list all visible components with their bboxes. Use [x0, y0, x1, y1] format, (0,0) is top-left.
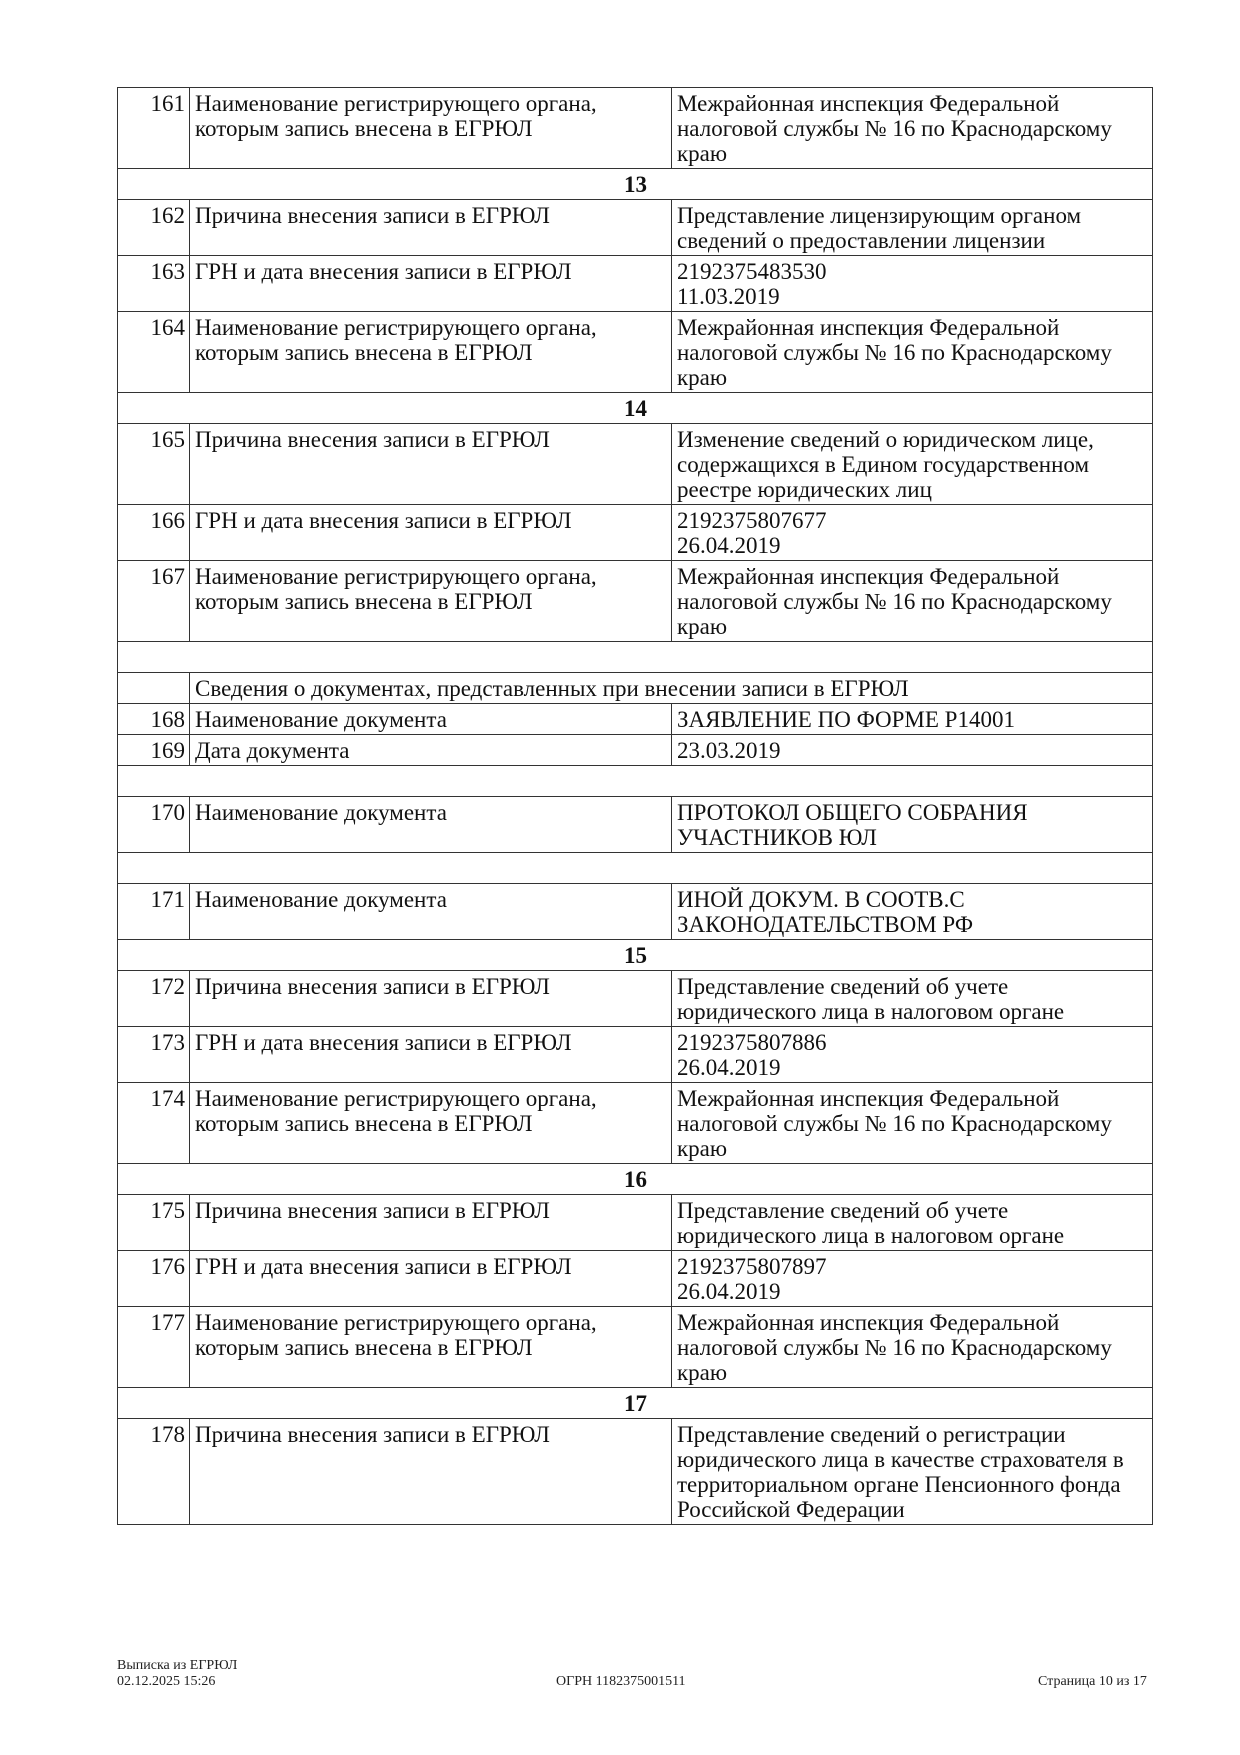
row-label: Дата документа — [190, 735, 672, 766]
row-label: Наименование регистрирующего органа, которым запись внесена в ЕГРЮЛ — [190, 1083, 672, 1164]
row-number: 169 — [118, 735, 190, 766]
row-label: ГРН и дата внесения записи в ЕГРЮЛ — [190, 1027, 672, 1083]
table-row — [118, 1195, 1153, 1251]
row-number: 161 — [118, 88, 190, 169]
title-row-empty-cell — [118, 673, 190, 704]
table-row — [118, 1027, 1153, 1083]
table-row — [118, 561, 1153, 642]
row-value: 2192375807677 26.04.2019 — [672, 505, 1153, 561]
row-number: 168 — [118, 704, 190, 735]
row-number: 171 — [118, 884, 190, 940]
table-row — [118, 424, 1153, 505]
section-number: 13 — [118, 169, 1153, 200]
row-value: Представление сведений об учете юридического лица в налоговом органе — [672, 1195, 1153, 1251]
table-row — [118, 735, 1153, 766]
table-row — [118, 505, 1153, 561]
blank-row — [118, 853, 1153, 884]
table-row — [118, 704, 1153, 735]
row-number: 165 — [118, 424, 190, 505]
row-value: 2192375807897 26.04.2019 — [672, 1251, 1153, 1307]
row-value: ИНОЙ ДОКУМ. В СООТВ.С ЗАКОНОДАТЕЛЬСТВОМ РФ — [672, 884, 1153, 940]
row-number: 173 — [118, 1027, 190, 1083]
row-number: 174 — [118, 1083, 190, 1164]
blank-cell — [118, 853, 1153, 884]
section-row — [118, 1164, 1153, 1195]
table-row — [118, 1083, 1153, 1164]
table-row — [118, 1251, 1153, 1307]
egrul-extract-table — [117, 87, 1153, 1525]
row-value: Изменение сведений о юридическом лице, содержащихся в Едином государственном реестре юридических лиц — [672, 424, 1153, 505]
table-row — [118, 797, 1153, 853]
row-label: ГРН и дата внесения записи в ЕГРЮЛ — [190, 1251, 672, 1307]
section-row — [118, 169, 1153, 200]
footer-datetime: 02.12.2025 15:26 — [117, 1674, 216, 1689]
row-value: ПРОТОКОЛ ОБЩЕГО СОБРАНИЯ УЧАСТНИКОВ ЮЛ — [672, 797, 1153, 853]
section-number: 16 — [118, 1164, 1153, 1195]
row-number: 170 — [118, 797, 190, 853]
row-number: 178 — [118, 1419, 190, 1525]
row-value: 2192375483530 11.03.2019 — [672, 256, 1153, 312]
row-value: Представление сведений об учете юридического лица в налоговом органе — [672, 971, 1153, 1027]
row-number: 167 — [118, 561, 190, 642]
row-label: Наименование регистрирующего органа, которым запись внесена в ЕГРЮЛ — [190, 88, 672, 169]
table-row — [118, 1307, 1153, 1388]
row-number: 176 — [118, 1251, 190, 1307]
table-row — [118, 88, 1153, 169]
footer-ogrn: ОГРН 1182375001511 — [556, 1674, 686, 1689]
title-row — [118, 673, 1153, 704]
row-number: 162 — [118, 200, 190, 256]
row-value: Межрайонная инспекция Федеральной налоговой службы № 16 по Краснодарскому краю — [672, 88, 1153, 169]
row-label: ГРН и дата внесения записи в ЕГРЮЛ — [190, 256, 672, 312]
row-number: 172 — [118, 971, 190, 1027]
section-number: 15 — [118, 940, 1153, 971]
row-label: Причина внесения записи в ЕГРЮЛ — [190, 200, 672, 256]
table-row — [118, 1419, 1153, 1525]
row-label: Наименование регистрирующего органа, которым запись внесена в ЕГРЮЛ — [190, 561, 672, 642]
table-row — [118, 200, 1153, 256]
row-label: Причина внесения записи в ЕГРЮЛ — [190, 1195, 672, 1251]
row-label: Наименование регистрирующего органа, которым запись внесена в ЕГРЮЛ — [190, 1307, 672, 1388]
blank-cell — [118, 642, 1153, 673]
section-row — [118, 1388, 1153, 1419]
section-row — [118, 393, 1153, 424]
row-value: Представление сведений о регистрации юридического лица в качестве страхователя в территориальном органе Пенсионного фонда Российской Федерации — [672, 1419, 1153, 1525]
blank-row — [118, 642, 1153, 673]
table-row — [118, 312, 1153, 393]
row-number: 175 — [118, 1195, 190, 1251]
section-number: 14 — [118, 393, 1153, 424]
row-label: Наименование регистрирующего органа, которым запись внесена в ЕГРЮЛ — [190, 312, 672, 393]
row-label: Наименование документа — [190, 797, 672, 853]
row-value: ЗАЯВЛЕНИЕ ПО ФОРМЕ Р14001 — [672, 704, 1153, 735]
table-row — [118, 884, 1153, 940]
footer-doc-title: Выписка из ЕГРЮЛ — [117, 1658, 238, 1673]
row-label: Наименование документа — [190, 704, 672, 735]
footer-page-number: Страница 10 из 17 — [1038, 1674, 1147, 1689]
table-row — [118, 971, 1153, 1027]
row-number: 163 — [118, 256, 190, 312]
row-label: ГРН и дата внесения записи в ЕГРЮЛ — [190, 505, 672, 561]
row-number: 166 — [118, 505, 190, 561]
row-label: Причина внесения записи в ЕГРЮЛ — [190, 1419, 672, 1525]
table-body — [118, 88, 1153, 1525]
row-label: Причина внесения записи в ЕГРЮЛ — [190, 424, 672, 505]
section-row — [118, 940, 1153, 971]
blank-row — [118, 766, 1153, 797]
table-row — [118, 256, 1153, 312]
section-number: 17 — [118, 1388, 1153, 1419]
row-value: Межрайонная инспекция Федеральной налоговой службы № 16 по Краснодарскому краю — [672, 1083, 1153, 1164]
row-value: Межрайонная инспекция Федеральной налоговой службы № 16 по Краснодарскому краю — [672, 312, 1153, 393]
blank-cell — [118, 766, 1153, 797]
row-value: Межрайонная инспекция Федеральной налоговой службы № 16 по Краснодарскому краю — [672, 1307, 1153, 1388]
row-value: Межрайонная инспекция Федеральной налоговой службы № 16 по Краснодарскому краю — [672, 561, 1153, 642]
row-label: Наименование документа — [190, 884, 672, 940]
row-number: 164 — [118, 312, 190, 393]
footer-left — [117, 1658, 237, 1690]
section-title: Сведения о документах, представленных при внесении записи в ЕГРЮЛ — [190, 673, 1153, 704]
row-value: 2192375807886 26.04.2019 — [672, 1027, 1153, 1083]
row-number: 177 — [118, 1307, 190, 1388]
row-label: Причина внесения записи в ЕГРЮЛ — [190, 971, 672, 1027]
row-value: Представление лицензирующим органом сведений о предоставлении лицензии — [672, 200, 1153, 256]
row-value: 23.03.2019 — [672, 735, 1153, 766]
